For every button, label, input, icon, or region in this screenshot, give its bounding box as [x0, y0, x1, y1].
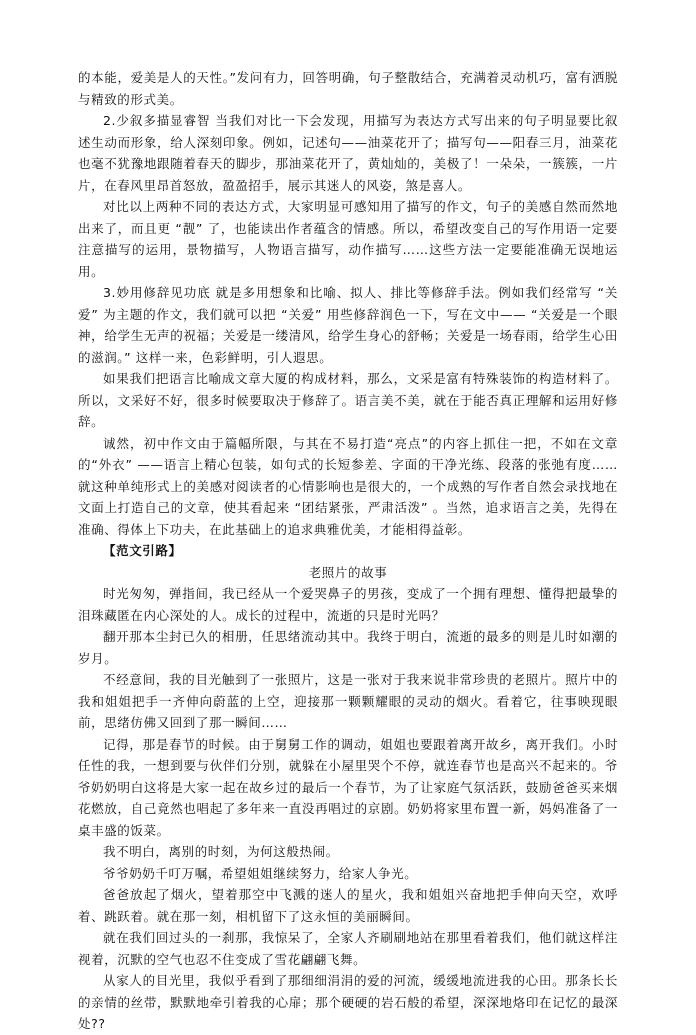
- essay-paragraph: 翻开那本尘封已久的相册，任思绪流动其中。我终于明白，流逝的最多的则是儿时如潮的岁月。: [78, 629, 618, 666]
- essay-paragraph: 时光匆匆，弹指间，我已经从一个爱哭鼻子的男孩，变成了一个拥有理想、懂得把最挚的泪珠藏匿在内心深处的人。成长的过程中，流逝的只是时光吗？: [78, 586, 618, 623]
- paragraph-intro-end: 的本能，爱美是人的天性。”发问有力，回答明确，句子整散结合，充满着灵动机巧，富有洒脱与精致的形式美。: [78, 70, 618, 107]
- essay-paragraph: 不经意间，我的目光触到了一张照片，这是一张对于我来说非常珍贵的老照片。照片中的我和姐姐把手一齐伸向蔚蓝的上空，迎接那一颗颗耀眼的灵动的烟火。看着它，往事映现眼前，思绪仿佛又回到了那一瞬间……: [78, 672, 618, 730]
- paragraph-rhetoric-summary: 如果我们把语言比喻成文章大厦的构成材料，那么，文采是富有特殊装饰的构造材料了。所以，文采好不好，很多时候要取决于修辞了。语言美不美，就在于能否真正理解和运用好修辞。: [78, 371, 618, 429]
- paragraph-describe-compare: 对比以上两种不同的表达方式，大家明显可感知用了描写的作文，句子的美感自然而然地出来了，而且更 “靓” 了，也能读出作者蕴含的情感。所以，希望改变自己的写作用语一定要注意描写的运用，景物描写，人物语言描写，动作描写……这些方法一定要能准确无误地运用。: [78, 199, 618, 279]
- essay-title: 老照片的故事: [308, 564, 388, 580]
- document-body: [78, 67, 618, 1035]
- essay-paragraph: 就在我们回过头的一刹那，我惊呆了，全家人齐刷刷地站在那里看着我们，他们就这样注视着，沉默的空气也忍不住变成了雪花翩翩飞舞。: [78, 930, 618, 967]
- paragraph-conclusion: 诚然，初中作文由于篇幅所限，与其在不易打造“亮点”的内容上抓住一把，不如在文章的“外衣” ——语言上精心包装，如句式的长短参差、字面的干净光练、段落的张弛有度……就这种单纯形式上的美感对阅读者的心情影响也是很大的，一个成熟的写作者自然会录找地在文面上打造自己的文章，使其看起来 “团结紧张，严肃活泼” 。当然，追求语言之美，先得在准确、得体上下功夫，在此基础上的追求典雅优美，才能相得益彰。: [78, 435, 618, 537]
- essay-paragraph: 爷爷奶奶千叮万嘱，希望姐姐继续努力，给家人争光。: [103, 865, 418, 881]
- essay-paragraph: 爸爸放起了烟火，望着那空中飞溅的迷人的星火，我和姐姐兴奋地把手伸向天空，欢呼着、跳跃着。就在那一刻，相机留下了这永恒的美丽瞬间。: [78, 887, 618, 924]
- essay-paragraph: 我不明白，离别的时刻，为何这般热闹。: [103, 844, 339, 859]
- paragraph-rhetoric-tip: 3.妙用修辞见功底 就是多用想象和比喻、拟人、排比等修辞手法。例如我们经常写 “关爱” 为主题的作文，我们就可以把 “关爱” 用些修辞润色一下，写在文中—— “关爱是一个眼神，给学生无声的祝福；关爱是一缕清风，给学生身心的舒畅；关爱是一场春雨，给学生心田的滋润。” 这样一来，色彩鲜明，引人遐思。: [78, 285, 618, 365]
- essay-paragraph: 从家人的目光里，我似乎看到了那细细涓涓的爱的河流，缓缓地流进我的心田。那条长长的亲情的丝带，默默地牵引着我的心扉；那个硬硬的岩石般的希望，深深地烙印在记忆的最深处??: [78, 973, 618, 1031]
- section-heading: 【范文引路】: [103, 543, 182, 558]
- essay-paragraph: 记得，那是春节的时候。由于舅舅工作的调动，姐姐也要跟着离开故乡，离开我们。小时任性的我，一想到要与伙伴们分别，就躲在小屋里哭个不停，就连春节也是高兴不起来的。爷爷奶奶明白这将是大家一起在故乡过的最后一个春节，为了让家庭气氛活跃，鼓励爸爸买来烟花燃放，自己竟然也唱起了多年来一直没再唱过的京剧。奶奶将家里布置一新，妈妈准备了一桌丰盛的饭菜。: [78, 736, 618, 838]
- paragraph-describe-tip: 2.少叙多描显睿智 当我们对比一下会发现，用描写为表达方式写出来的句子明显要比叙述生动而形象，给人深刻印象。例如，记述句——油菜花开了；描写句——阳春三月，油菜花也毫不犹豫地跟随着春天的脚步，那油菜花开了，黄灿灿的，美极了！一朵朵，一簇簇，一片片，在春风里昂首怒放，盈盈招手，展示其迷人的风姿，煞是喜人。: [78, 113, 618, 193]
